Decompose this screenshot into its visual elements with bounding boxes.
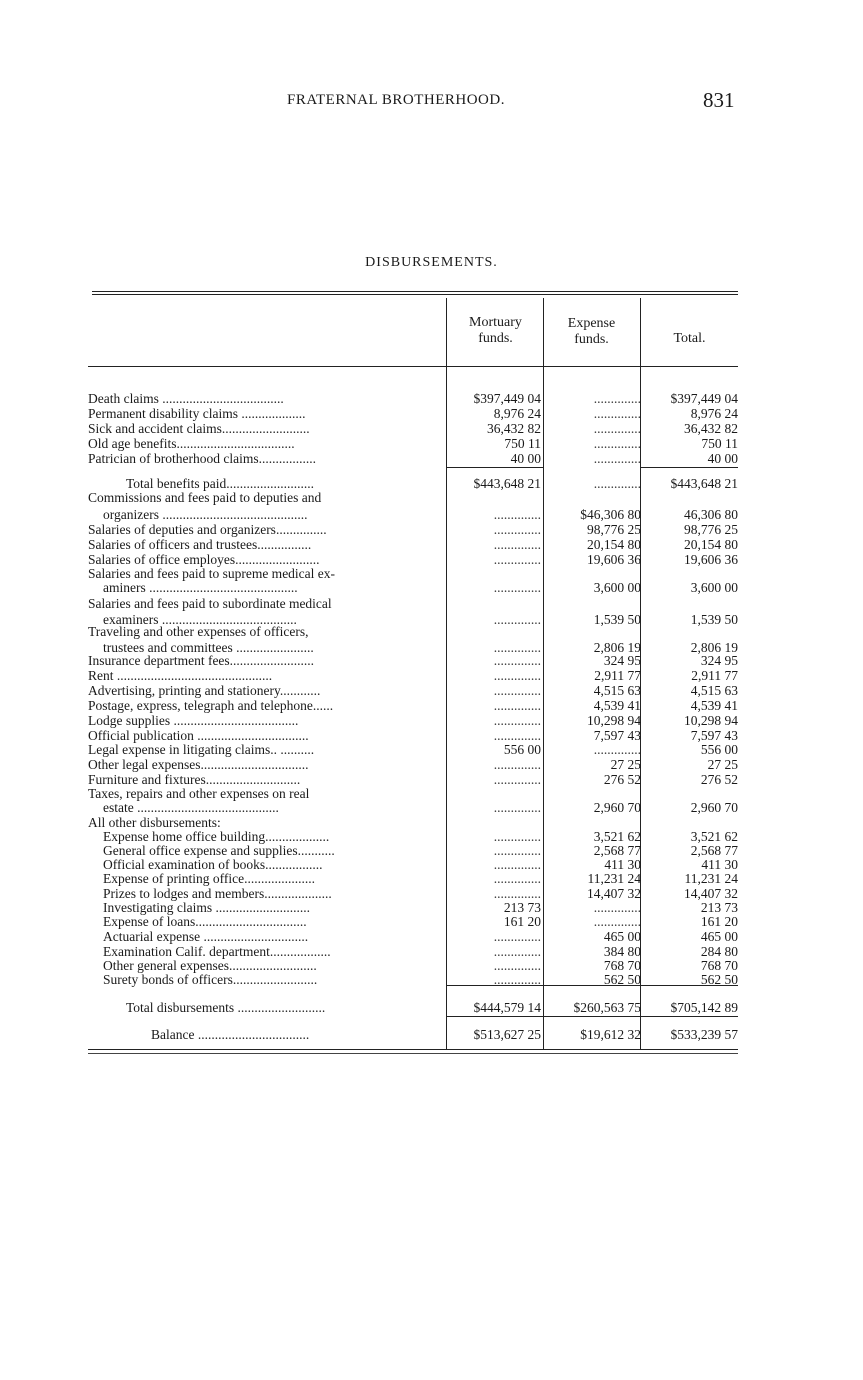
mortuary-cell: $444,579 14 — [473, 1000, 541, 1015]
expense-cell: 20,154 80 — [587, 537, 641, 552]
expense-cell: 411 30 — [604, 857, 641, 872]
row-label: Balance ................................. — [151, 1027, 310, 1042]
page-number: 831 — [703, 88, 735, 112]
mortuary-cell: 213 73 — [503, 900, 541, 915]
row-label: General office expense and supplies........... — [103, 843, 335, 858]
table-row — [88, 815, 738, 830]
table-row — [88, 713, 738, 728]
total-cell: 562 50 — [700, 972, 738, 987]
table-row — [88, 406, 738, 421]
row-label: Commissions and fees paid to deputies and — [88, 490, 322, 505]
row-label: Expense home office building................... — [103, 829, 330, 844]
mortuary-cell: .............. — [493, 800, 541, 815]
expense-cell: .............. — [593, 436, 641, 451]
row-label: Permanent disability claims ................... — [88, 406, 306, 421]
table-row — [88, 843, 738, 858]
table-row — [88, 944, 738, 959]
row-label: Death claims .................................... — [88, 391, 284, 406]
mortuary-cell: .............. — [493, 537, 541, 552]
total-cell: 7,597 43 — [690, 728, 738, 743]
mortuary-cell: .............. — [493, 552, 541, 567]
total-cell: $397,449 04 — [670, 391, 738, 406]
expense-cell: .............. — [593, 742, 641, 757]
expense-cell: 562 50 — [603, 972, 641, 987]
subtotal-rule-m — [446, 467, 543, 468]
table-row — [88, 857, 738, 872]
table-row — [88, 886, 738, 901]
mortuary-cell: 36,432 82 — [487, 421, 541, 436]
row-label: Salaries of officers and trustees................ — [88, 537, 312, 552]
table-row — [88, 596, 738, 611]
mortuary-cell: 556 00 — [503, 742, 541, 757]
table-row — [88, 476, 738, 491]
row-label: Surety bonds of officers......................... — [103, 972, 318, 987]
expense-cell: $46,306 80 — [580, 507, 641, 522]
expense-cell: $260,563 75 — [573, 1000, 641, 1015]
expense-cell: .............. — [593, 406, 641, 421]
expense-cell: .............. — [593, 391, 641, 406]
total-cell: 3,600 00 — [690, 580, 738, 595]
total-cell: $533,239 57 — [670, 1027, 738, 1042]
total-cell: $705,142 89 — [670, 1000, 738, 1015]
expense-cell: .............. — [593, 451, 641, 466]
table-row — [88, 958, 738, 973]
expense-cell: 3,521 62 — [593, 829, 641, 844]
expense-cell: $19,612 32 — [580, 1027, 641, 1042]
total-cell: 46,306 80 — [684, 507, 738, 522]
table-row — [88, 391, 738, 406]
total-cell: 8,976 24 — [690, 406, 738, 421]
header-mortuary-line1: Mortuary — [469, 315, 522, 330]
table-row — [88, 698, 738, 713]
row-label: estate .......................................... — [103, 800, 279, 815]
table-row — [88, 668, 738, 683]
table-row — [88, 683, 738, 698]
balance-rule — [446, 1016, 738, 1017]
row-label: Expense of loans................................. — [103, 914, 307, 929]
expense-cell: .............. — [593, 476, 641, 491]
mortuary-cell: $397,449 04 — [473, 391, 541, 406]
mortuary-cell: .............. — [493, 683, 541, 698]
row-label: aminers ............................................ — [103, 580, 298, 595]
expense-cell: .............. — [593, 421, 641, 436]
expense-cell: 2,960 70 — [593, 800, 641, 815]
row-label: Legal expense in litigating claims.. .......... — [88, 742, 315, 757]
mortuary-cell: $443,648 21 — [473, 476, 541, 491]
expense-cell: 2,911 77 — [594, 668, 641, 683]
header-expense — [544, 316, 639, 348]
table-row — [88, 624, 738, 639]
total-cell: 2,806 19 — [690, 640, 738, 655]
mortuary-cell: .............. — [493, 772, 541, 787]
expense-cell: 465 00 — [603, 929, 641, 944]
row-label: organizers ........................................... — [103, 507, 308, 522]
row-label: Total benefits paid.......................... — [126, 476, 315, 491]
table-row — [88, 451, 738, 466]
total-cell: 14,407 32 — [684, 886, 738, 901]
table-row — [88, 1027, 738, 1042]
expense-cell: 1,539 50 — [593, 612, 641, 627]
row-label: Prizes to lodges and members.................... — [103, 886, 332, 901]
row-label: Postage, express, telegraph and telephone...... — [88, 698, 334, 713]
row-label: Salaries and fees paid to subordinate medical — [88, 596, 332, 611]
mortuary-cell: .............. — [493, 929, 541, 944]
table-row — [88, 1000, 738, 1015]
table-row — [88, 757, 738, 772]
table-row — [88, 436, 738, 451]
row-label: Old age benefits................................... — [88, 436, 295, 451]
row-label: Salaries of deputies and organizers............... — [88, 522, 327, 537]
expense-cell: 2,568 77 — [593, 843, 641, 858]
total-cell: 411 30 — [701, 857, 738, 872]
total-cell: 4,515 63 — [690, 683, 738, 698]
header-bottom-rule — [88, 366, 738, 367]
table-row — [88, 742, 738, 757]
mortuary-cell: .............. — [493, 958, 541, 973]
table-row — [88, 653, 738, 668]
table-row — [88, 900, 738, 915]
row-label: Salaries and fees paid to supreme medical ex- — [88, 566, 336, 581]
mortuary-cell: .............. — [493, 507, 541, 522]
mortuary-cell: .............. — [493, 653, 541, 668]
total-cell: 324 95 — [700, 653, 738, 668]
total-cell: 19,606 36 — [684, 552, 738, 567]
header-expense-line2: funds. — [574, 332, 609, 347]
table-row — [88, 914, 738, 929]
mortuary-cell: .............. — [493, 944, 541, 959]
table-row — [88, 522, 738, 537]
expense-cell: 7,597 43 — [593, 728, 641, 743]
row-label: Advertising, printing and stationery............ — [88, 683, 321, 698]
expense-cell: 2,806 19 — [593, 640, 641, 655]
mortuary-cell: .............. — [493, 698, 541, 713]
top-double-rule — [92, 291, 738, 295]
mortuary-cell: .............. — [493, 668, 541, 683]
row-label: Other legal expenses................................ — [88, 757, 309, 772]
mortuary-cell: .............. — [493, 972, 541, 987]
table-row — [88, 507, 738, 522]
expense-cell: 768 70 — [603, 958, 641, 973]
header-mortuary-line2: funds. — [478, 331, 513, 346]
expense-cell: .............. — [593, 900, 641, 915]
table-row — [88, 929, 738, 944]
expense-cell: 4,515 63 — [593, 683, 641, 698]
expense-cell: .............. — [593, 914, 641, 929]
expense-cell: 276 52 — [603, 772, 641, 787]
total-cell: 11,231 24 — [684, 871, 738, 886]
page-header — [0, 88, 863, 118]
total-cell: 2,911 77 — [691, 668, 738, 683]
total-cell: 3,521 62 — [690, 829, 738, 844]
table-row — [88, 490, 738, 505]
total-cell: 284 80 — [700, 944, 738, 959]
total-cell: 556 00 — [700, 742, 738, 757]
expense-cell: 10,298 94 — [587, 713, 641, 728]
expense-cell: 98,776 25 — [587, 522, 641, 537]
expense-cell: 11,231 24 — [587, 871, 641, 886]
subtotal-rule-t — [640, 467, 738, 468]
mortuary-cell: .............. — [493, 713, 541, 728]
row-label: All other disbursements: — [88, 815, 221, 830]
total-cell: 36,432 82 — [684, 421, 738, 436]
total-cell: 27 25 — [707, 757, 738, 772]
total-cell: 40 00 — [707, 451, 738, 466]
expense-cell: 19,606 36 — [587, 552, 641, 567]
mortuary-cell: 161 20 — [503, 914, 541, 929]
table-row — [88, 800, 738, 815]
mortuary-cell: 40 00 — [510, 451, 541, 466]
total-cell: 98,776 25 — [684, 522, 738, 537]
total-cell: 2,568 77 — [690, 843, 738, 858]
table-row — [88, 786, 738, 801]
mortuary-cell: $513,627 25 — [473, 1027, 541, 1042]
mortuary-cell: .............. — [493, 857, 541, 872]
header-expense-line1: Expense — [567, 316, 616, 331]
section-title: DISBURSEMENTS. — [365, 255, 498, 270]
total-cell: 1,539 50 — [690, 612, 738, 627]
expense-cell: 4,539 41 — [593, 698, 641, 713]
table-row — [88, 829, 738, 844]
mortuary-cell: .............. — [493, 640, 541, 655]
total-cell: $443,648 21 — [670, 476, 738, 491]
total-cell: 10,298 94 — [684, 713, 738, 728]
mortuary-cell: .............. — [493, 580, 541, 595]
mortuary-cell: .............. — [493, 871, 541, 886]
mortuary-cell: .............. — [493, 886, 541, 901]
table-row — [88, 552, 738, 567]
total-cell: 213 73 — [700, 900, 738, 915]
total-cell: 768 70 — [700, 958, 738, 973]
table-row — [88, 772, 738, 787]
table-row — [88, 537, 738, 552]
header-total — [641, 331, 738, 347]
table-row — [88, 871, 738, 886]
mortuary-cell: .............. — [493, 522, 541, 537]
row-label: Other general expenses.......................... — [103, 958, 317, 973]
expense-cell: 324 95 — [603, 653, 641, 668]
total-cell: 4,539 41 — [690, 698, 738, 713]
row-label: examiners ........................................ — [103, 612, 297, 627]
row-label: Rent .............................................. — [88, 668, 273, 683]
header-mortuary — [447, 315, 544, 347]
mortuary-cell: .............. — [493, 612, 541, 627]
total-cell: 465 00 — [700, 929, 738, 944]
row-label: Furniture and fixtures............................ — [88, 772, 301, 787]
row-label: Taxes, repairs and other expenses on real — [88, 786, 310, 801]
row-label: Patrician of brotherhood claims................. — [88, 451, 316, 466]
total-cell: 161 20 — [700, 914, 738, 929]
total-rule — [446, 985, 738, 986]
header-total-line1: Total. — [673, 331, 706, 346]
total-cell: 750 11 — [701, 436, 738, 451]
row-label: Examination Calif. department.................. — [103, 944, 331, 959]
table-row — [88, 421, 738, 436]
running-title: FRATERNAL BROTHERHOOD. — [287, 92, 505, 108]
bottom-rule-1 — [88, 1049, 738, 1050]
row-label: Investigating claims ............................ — [103, 900, 310, 915]
disbursements-table-frame — [88, 291, 738, 295]
expense-cell: 3,600 00 — [593, 580, 641, 595]
row-label: Traveling and other expenses of officers, — [88, 624, 309, 639]
row-label: Expense of printing office..................... — [103, 871, 315, 886]
expense-cell: 27 25 — [610, 757, 641, 772]
expense-cell: 384 80 — [603, 944, 641, 959]
mortuary-cell: .............. — [493, 829, 541, 844]
row-label: trustees and committees ....................... — [103, 640, 314, 655]
total-cell: 2,960 70 — [690, 800, 738, 815]
expense-cell: 14,407 32 — [587, 886, 641, 901]
row-label: Official examination of books................. — [103, 857, 323, 872]
row-label: Total disbursements .......................... — [126, 1000, 326, 1015]
row-label: Sick and accident claims.......................... — [88, 421, 310, 436]
mortuary-cell: 8,976 24 — [493, 406, 541, 421]
total-cell: 276 52 — [700, 772, 738, 787]
mortuary-cell: .............. — [493, 757, 541, 772]
total-cell: 20,154 80 — [684, 537, 738, 552]
row-label: Official publication ................................. — [88, 728, 309, 743]
bottom-rule-2 — [88, 1053, 738, 1054]
mortuary-cell: 750 11 — [504, 436, 541, 451]
row-label: Actuarial expense ............................... — [103, 929, 309, 944]
table-row — [88, 580, 738, 595]
mortuary-cell: .............. — [493, 843, 541, 858]
table-row — [88, 728, 738, 743]
table-row — [88, 566, 738, 581]
row-label: Salaries of office employes......................... — [88, 552, 320, 567]
row-label: Lodge supplies ..................................... — [88, 713, 299, 728]
row-label: Insurance department fees......................... — [88, 653, 315, 668]
mortuary-cell: .............. — [493, 728, 541, 743]
